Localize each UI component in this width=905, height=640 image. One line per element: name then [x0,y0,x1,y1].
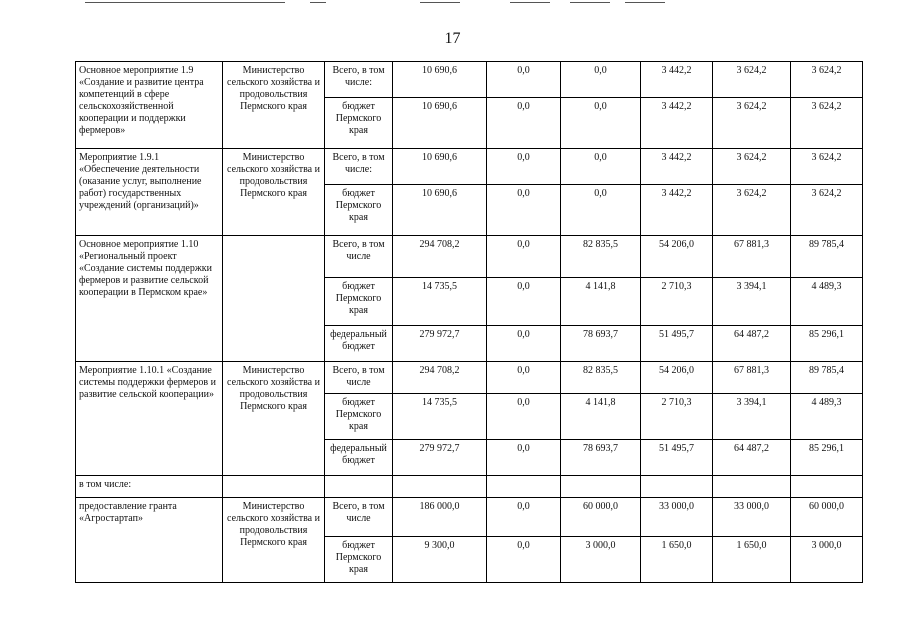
amount-cell: 3 394,1 [713,278,791,326]
amount-cell: 51 495,7 [641,440,713,476]
amount-cell: 3 624,2 [713,185,791,236]
amount-cell: 0,0 [487,537,561,583]
amount-cell: 279 972,7 [393,326,487,362]
amount-cell: 33 000,0 [713,498,791,537]
empty-cell [713,476,791,498]
amount-cell: 3 624,2 [791,149,863,185]
amount-cell: 0,0 [487,98,561,149]
page-number: 17 [444,30,461,47]
amount-cell: 2 710,3 [641,394,713,440]
amount-cell: 82 835,5 [561,362,641,394]
amount-cell: 4 489,3 [791,278,863,326]
amount-cell: 0,0 [561,149,641,185]
amount-cell: 1 650,0 [713,537,791,583]
amount-cell: 0,0 [487,149,561,185]
activity-name-cell: Мероприятие 1.9.1 «Обеспечение деятельности (оказание услуг, выполнение работ) государственных учреждений (организаций)» [76,149,223,236]
funding-source-cell: Всего, в том числе [325,498,393,537]
amount-cell: 3 442,2 [641,98,713,149]
funding-source-cell: бюджет Пермского края [325,537,393,583]
amount-cell: 3 624,2 [791,98,863,149]
amount-cell: 4 141,8 [561,278,641,326]
amount-cell: 4 489,3 [791,394,863,440]
funding-source-cell: федеральный бюджет [325,440,393,476]
scan-top-marks [0,0,905,6]
amount-cell: 54 206,0 [641,362,713,394]
table-row [76,62,863,98]
amount-cell: 294 708,2 [393,236,487,278]
amount-cell: 0,0 [487,185,561,236]
amount-cell: 3 394,1 [713,394,791,440]
amount-cell: 0,0 [487,498,561,537]
funding-source-cell: Всего, в том числе [325,362,393,394]
amount-cell: 10 690,6 [393,185,487,236]
amount-cell: 60 000,0 [561,498,641,537]
activity-name-cell: предоставление гранта «Агростартап» [76,498,223,583]
activity-name-cell: Основное мероприятие 1.10 «Региональный проект «Создание системы поддержки фермеров и развитие сельской кооперации в Пермском крае» [76,236,223,362]
amount-cell: 89 785,4 [791,362,863,394]
amount-cell: 67 881,3 [713,236,791,278]
executor-cell: Министерство сельского хозяйства и продовольствия Пермского края [223,149,325,236]
amount-cell: 78 693,7 [561,440,641,476]
amount-cell: 78 693,7 [561,326,641,362]
funding-source-cell: бюджет Пермского края [325,185,393,236]
funding-source-cell: федеральный бюджет [325,326,393,362]
budget-table [75,61,863,583]
executor-cell [223,236,325,362]
amount-cell: 4 141,8 [561,394,641,440]
table-row [76,476,863,498]
amount-cell: 0,0 [487,362,561,394]
amount-cell: 0,0 [487,62,561,98]
table-row [76,498,863,537]
funding-source-cell: бюджет Пермского края [325,394,393,440]
table-row [76,362,863,394]
table-row [76,236,863,278]
empty-cell [561,476,641,498]
funding-source-cell: Всего, в том числе: [325,149,393,185]
amount-cell: 3 624,2 [713,149,791,185]
amount-cell: 85 296,1 [791,326,863,362]
amount-cell: 14 735,5 [393,394,487,440]
amount-cell: 64 487,2 [713,440,791,476]
amount-cell: 3 000,0 [561,537,641,583]
amount-cell: 3 624,2 [791,185,863,236]
empty-cell [325,476,393,498]
executor-cell: Министерство сельского хозяйства и продовольствия Пермского края [223,362,325,476]
amount-cell: 3 624,2 [791,62,863,98]
amount-cell: 3 442,2 [641,185,713,236]
executor-cell: Министерство сельского хозяйства и продовольствия Пермского края [223,498,325,583]
funding-source-cell: бюджет Пермского края [325,278,393,326]
activity-name-cell: Мероприятие 1.10.1 «Создание системы поддержки фермеров и развитие сельской кооперации» [76,362,223,476]
amount-cell: 10 690,6 [393,149,487,185]
amount-cell: 0,0 [487,236,561,278]
amount-cell: 0,0 [561,185,641,236]
empty-cell [223,476,325,498]
amount-cell: 186 000,0 [393,498,487,537]
amount-cell: 33 000,0 [641,498,713,537]
amount-cell: 3 624,2 [713,62,791,98]
amount-cell: 9 300,0 [393,537,487,583]
row-label: в том числе: [76,476,223,498]
amount-cell: 0,0 [487,394,561,440]
amount-cell: 14 735,5 [393,278,487,326]
amount-cell: 82 835,5 [561,236,641,278]
amount-cell: 60 000,0 [791,498,863,537]
empty-cell [641,476,713,498]
amount-cell: 67 881,3 [713,362,791,394]
empty-cell [791,476,863,498]
amount-cell: 3 442,2 [641,62,713,98]
empty-cell [393,476,487,498]
activity-name-cell: Основное мероприятие 1.9 «Создание и развитие центра компетенций в сфере сельскохозяйственной кооперации и поддержки фермеров» [76,62,223,149]
amount-cell: 0,0 [561,98,641,149]
amount-cell: 54 206,0 [641,236,713,278]
empty-cell [487,476,561,498]
funding-source-cell: Всего, в том числе: [325,62,393,98]
amount-cell: 279 972,7 [393,440,487,476]
amount-cell: 3 442,2 [641,149,713,185]
amount-cell: 10 690,6 [393,98,487,149]
amount-cell: 0,0 [487,278,561,326]
amount-cell: 1 650,0 [641,537,713,583]
amount-cell: 294 708,2 [393,362,487,394]
amount-cell: 64 487,2 [713,326,791,362]
amount-cell: 0,0 [487,326,561,362]
amount-cell: 85 296,1 [791,440,863,476]
table-row [76,149,863,185]
amount-cell: 3 000,0 [791,537,863,583]
funding-source-cell: Всего, в том числе [325,236,393,278]
executor-cell: Министерство сельского хозяйства и продовольствия Пермского края [223,62,325,149]
funding-source-cell: бюджет Пермского края [325,98,393,149]
amount-cell: 51 495,7 [641,326,713,362]
amount-cell: 10 690,6 [393,62,487,98]
amount-cell: 2 710,3 [641,278,713,326]
amount-cell: 89 785,4 [791,236,863,278]
amount-cell: 3 624,2 [713,98,791,149]
amount-cell: 0,0 [487,440,561,476]
amount-cell: 0,0 [561,62,641,98]
